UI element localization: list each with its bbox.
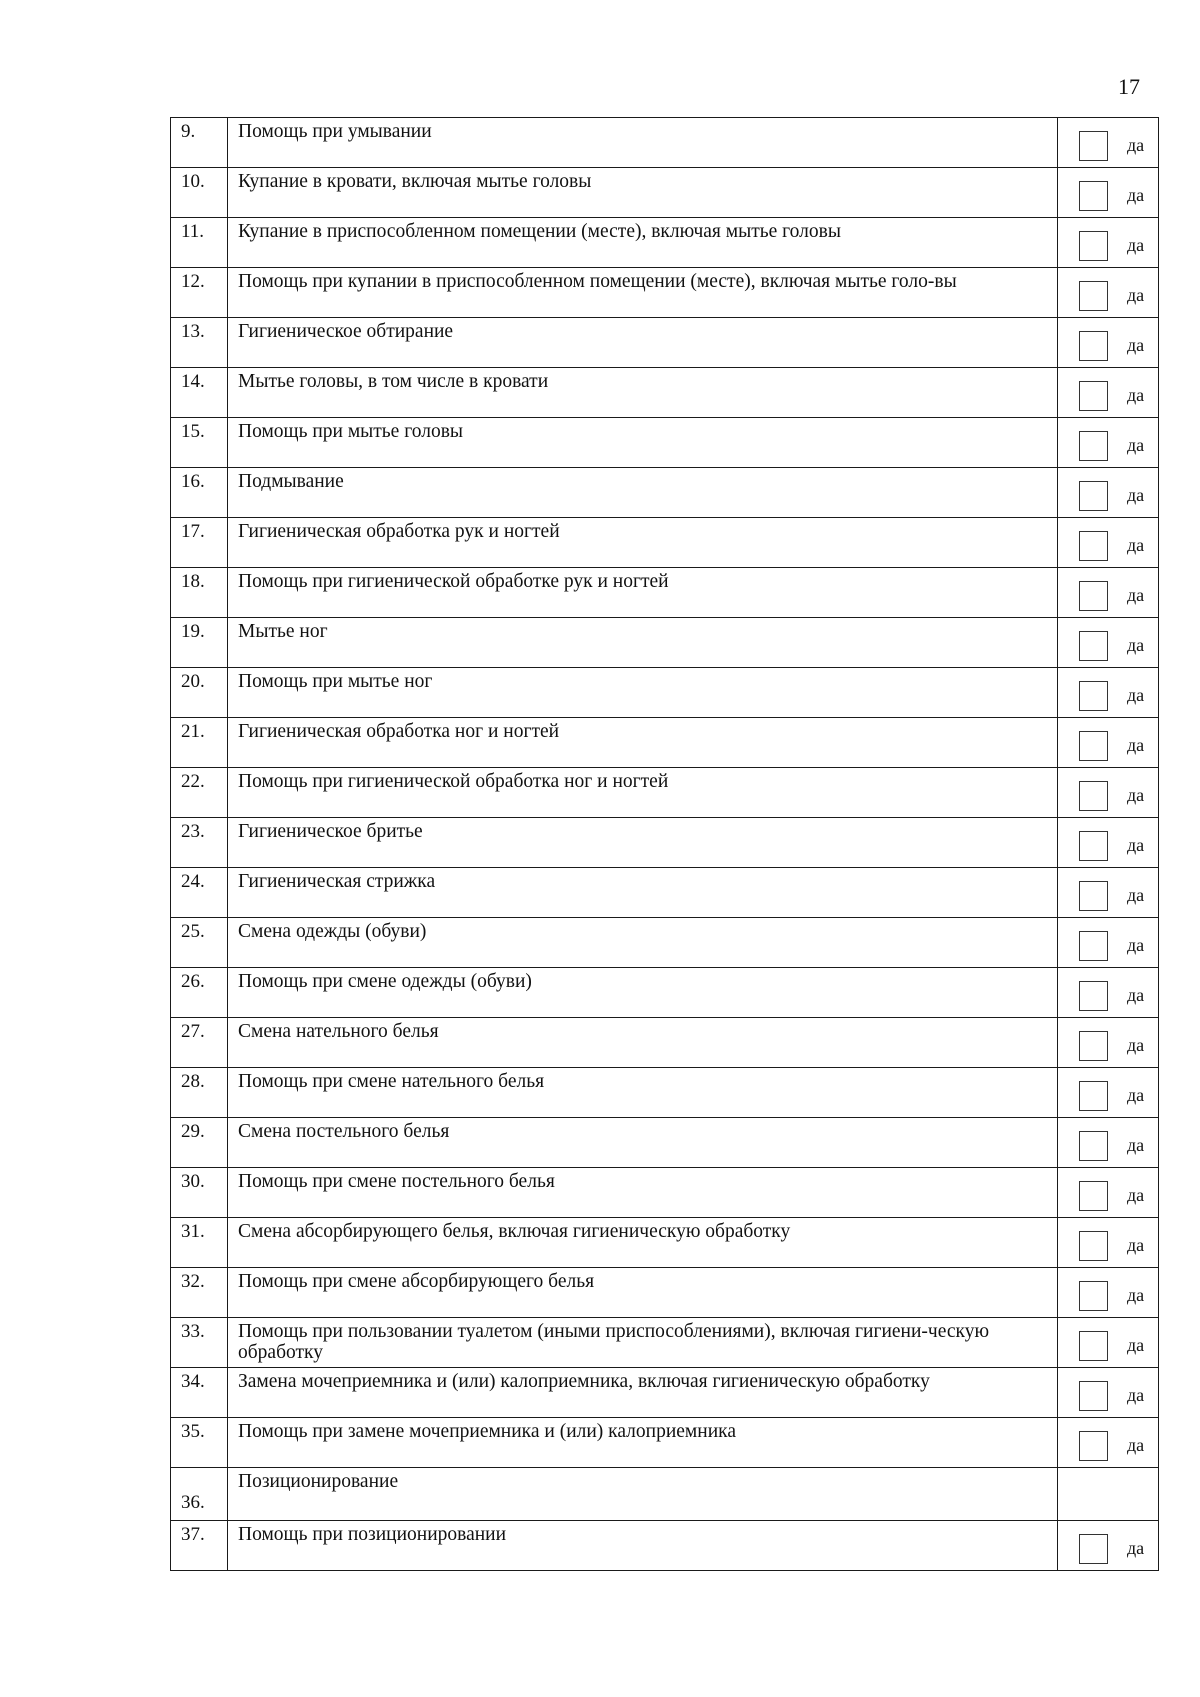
row-service-text: Позиционирование	[228, 1468, 1058, 1521]
row-service-text: Помощь при смене нательного белья	[228, 1068, 1058, 1118]
row-check-cell	[1058, 1468, 1159, 1521]
row-number: 21.	[171, 718, 228, 768]
row-service-text: Гигиеническое обтирание	[228, 318, 1058, 368]
row-check-cell	[1058, 768, 1159, 818]
yes-label: да	[1127, 185, 1145, 205]
row-number: 13.	[171, 318, 228, 368]
row-number: 36.	[171, 1468, 228, 1521]
yes-label: да	[1127, 285, 1145, 305]
row-number: 9.	[171, 118, 228, 168]
yes-checkbox[interactable]	[1079, 631, 1108, 661]
yes-checkbox[interactable]	[1079, 231, 1108, 261]
page-number: 17	[1118, 74, 1140, 99]
row-check-cell	[1058, 268, 1159, 318]
yes-checkbox[interactable]	[1079, 581, 1108, 611]
row-service-text: Помощь при смене одежды (обуви)	[228, 968, 1058, 1018]
table-row	[171, 1018, 1159, 1068]
yes-label: да	[1127, 535, 1145, 555]
row-check-cell	[1058, 1368, 1159, 1418]
row-check-cell	[1058, 518, 1159, 568]
table-row	[171, 168, 1159, 218]
yes-label: да	[1127, 1335, 1145, 1355]
yes-label: да	[1127, 385, 1145, 405]
row-check-cell	[1058, 1218, 1159, 1268]
yes-checkbox[interactable]	[1079, 281, 1108, 311]
yes-checkbox[interactable]	[1079, 1081, 1108, 1111]
row-number: 32.	[171, 1268, 228, 1318]
row-check-cell	[1058, 668, 1159, 718]
table-row	[171, 268, 1159, 318]
yes-checkbox[interactable]	[1079, 331, 1108, 361]
yes-checkbox[interactable]	[1079, 931, 1108, 961]
row-number: 33.	[171, 1318, 228, 1368]
row-check-cell	[1058, 918, 1159, 968]
row-number: 19.	[171, 618, 228, 668]
row-service-text: Смена нательного белья	[228, 1018, 1058, 1068]
yes-checkbox[interactable]	[1079, 981, 1108, 1011]
yes-label: да	[1127, 435, 1145, 455]
yes-checkbox[interactable]	[1079, 131, 1108, 161]
yes-checkbox[interactable]	[1079, 1281, 1108, 1311]
row-number: 10.	[171, 168, 228, 218]
table-row	[171, 1268, 1159, 1318]
table-row	[171, 1368, 1159, 1418]
row-service-text: Мытье головы, в том числе в кровати	[228, 368, 1058, 418]
row-number: 26.	[171, 968, 228, 1018]
row-service-text: Смена одежды (обуви)	[228, 918, 1058, 968]
row-service-text: Гигиеническая стрижка	[228, 868, 1058, 918]
table-row	[171, 1068, 1159, 1118]
row-check-cell	[1058, 1018, 1159, 1068]
row-check-cell	[1058, 1118, 1159, 1168]
table-row	[171, 768, 1159, 818]
table-row	[171, 818, 1159, 868]
row-check-cell	[1058, 868, 1159, 918]
yes-checkbox[interactable]	[1079, 881, 1108, 911]
yes-label: да	[1127, 1435, 1145, 1455]
table-row	[171, 1118, 1159, 1168]
row-check-cell	[1058, 568, 1159, 618]
row-number: 29.	[171, 1118, 228, 1168]
yes-checkbox[interactable]	[1079, 1131, 1108, 1161]
row-service-text: Гигиеническая обработка рук и ногтей	[228, 518, 1058, 568]
table-row	[171, 868, 1159, 918]
yes-label: да	[1127, 735, 1145, 755]
table-row	[171, 118, 1159, 168]
row-service-text: Помощь при пользовании туалетом (иными приспособлениями), включая гигиени-ческую обработку	[228, 1318, 1058, 1368]
yes-label: да	[1127, 1385, 1145, 1405]
yes-checkbox[interactable]	[1079, 831, 1108, 861]
row-check-cell	[1058, 218, 1159, 268]
row-service-text: Помощь при замене мочеприемника и (или) калоприемника	[228, 1418, 1058, 1468]
row-service-text: Смена абсорбирующего белья, включая гигиеническую обработку	[228, 1218, 1058, 1268]
row-number: 11.	[171, 218, 228, 268]
table-row	[171, 618, 1159, 668]
row-number: 28.	[171, 1068, 228, 1118]
row-service-text: Смена постельного белья	[228, 1118, 1058, 1168]
yes-checkbox[interactable]	[1079, 381, 1108, 411]
row-number: 37.	[171, 1521, 228, 1571]
table-row	[171, 1521, 1159, 1571]
row-number: 17.	[171, 518, 228, 568]
yes-label: да	[1127, 335, 1145, 355]
yes-label: да	[1127, 1135, 1145, 1155]
yes-label: да	[1127, 1538, 1145, 1558]
row-number: 15.	[171, 418, 228, 468]
row-number: 16.	[171, 468, 228, 518]
row-service-text: Гигиеническая обработка ног и ногтей	[228, 718, 1058, 768]
services-table	[170, 117, 1158, 1571]
row-number: 25.	[171, 918, 228, 968]
yes-label: да	[1127, 1235, 1145, 1255]
row-check-cell	[1058, 1318, 1159, 1368]
row-number: 14.	[171, 368, 228, 418]
services-table-body	[171, 118, 1159, 1571]
yes-checkbox[interactable]	[1079, 431, 1108, 461]
row-number: 24.	[171, 868, 228, 918]
table-row	[171, 418, 1159, 468]
yes-label: да	[1127, 235, 1145, 255]
table-row	[171, 1168, 1159, 1218]
yes-label: да	[1127, 935, 1145, 955]
row-service-text: Помощь при смене абсорбирующего белья	[228, 1268, 1058, 1318]
table-row	[171, 918, 1159, 968]
row-check-cell	[1058, 418, 1159, 468]
yes-checkbox[interactable]	[1079, 1181, 1108, 1211]
row-check-cell	[1058, 468, 1159, 518]
table-row	[171, 1468, 1159, 1521]
yes-label: да	[1127, 835, 1145, 855]
row-service-text: Помощь при гигиенической обработке рук и ногтей	[228, 568, 1058, 618]
row-service-text: Замена мочеприемника и (или) калоприемника, включая гигиеническую обработку	[228, 1368, 1058, 1418]
yes-checkbox[interactable]	[1079, 1534, 1108, 1564]
yes-label: да	[1127, 585, 1145, 605]
yes-label: да	[1127, 785, 1145, 805]
yes-label: да	[1127, 685, 1145, 705]
yes-label: да	[1127, 985, 1145, 1005]
row-number: 30.	[171, 1168, 228, 1218]
row-number: 23.	[171, 818, 228, 868]
row-number: 18.	[171, 568, 228, 618]
row-number: 22.	[171, 768, 228, 818]
row-service-text: Помощь при позиционировании	[228, 1521, 1058, 1571]
table-row	[171, 1418, 1159, 1468]
yes-checkbox[interactable]	[1079, 481, 1108, 511]
row-service-text: Купание в приспособленном помещении (месте), включая мытье головы	[228, 218, 1058, 268]
yes-checkbox[interactable]	[1079, 1431, 1108, 1461]
table-row	[171, 1218, 1159, 1268]
row-number: 34.	[171, 1368, 228, 1418]
table-row	[171, 468, 1159, 518]
row-check-cell	[1058, 168, 1159, 218]
row-check-cell	[1058, 1521, 1159, 1571]
yes-label: да	[1127, 485, 1145, 505]
yes-checkbox[interactable]	[1079, 181, 1108, 211]
yes-checkbox[interactable]	[1079, 781, 1108, 811]
table-row	[171, 1318, 1159, 1368]
table-row	[171, 718, 1159, 768]
table-row	[171, 318, 1159, 368]
row-number: 27.	[171, 1018, 228, 1068]
row-service-text: Мытье ног	[228, 618, 1058, 668]
row-number: 20.	[171, 668, 228, 718]
row-service-text: Помощь при мытье головы	[228, 418, 1058, 468]
yes-checkbox[interactable]	[1079, 1331, 1108, 1361]
yes-checkbox[interactable]	[1079, 531, 1108, 561]
row-check-cell	[1058, 618, 1159, 668]
row-check-cell	[1058, 968, 1159, 1018]
row-check-cell	[1058, 118, 1159, 168]
row-check-cell	[1058, 818, 1159, 868]
row-service-text: Помощь при купании в приспособленном помещении (месте), включая мытье голо-вы	[228, 268, 1058, 318]
table-row	[171, 968, 1159, 1018]
row-service-text: Помощь при гигиенической обработка ног и ногтей	[228, 768, 1058, 818]
yes-checkbox[interactable]	[1079, 1231, 1108, 1261]
row-check-cell	[1058, 1418, 1159, 1468]
row-check-cell	[1058, 1168, 1159, 1218]
yes-label: да	[1127, 1085, 1145, 1105]
row-check-cell	[1058, 368, 1159, 418]
row-service-text: Купание в кровати, включая мытье головы	[228, 168, 1058, 218]
yes-label: да	[1127, 1185, 1145, 1205]
yes-checkbox[interactable]	[1079, 1031, 1108, 1061]
row-service-text: Помощь при мытье ног	[228, 668, 1058, 718]
row-service-text: Гигиеническое бритье	[228, 818, 1058, 868]
row-check-cell	[1058, 1068, 1159, 1118]
row-number: 35.	[171, 1418, 228, 1468]
yes-label: да	[1127, 135, 1145, 155]
table-row	[171, 518, 1159, 568]
row-check-cell	[1058, 318, 1159, 368]
table-row	[171, 368, 1159, 418]
yes-label: да	[1127, 1035, 1145, 1055]
yes-checkbox[interactable]	[1079, 731, 1108, 761]
yes-checkbox[interactable]	[1079, 681, 1108, 711]
row-service-text: Подмывание	[228, 468, 1058, 518]
yes-label: да	[1127, 1285, 1145, 1305]
row-check-cell	[1058, 718, 1159, 768]
row-service-text: Помощь при смене постельного белья	[228, 1168, 1058, 1218]
table-row	[171, 668, 1159, 718]
row-service-text: Помощь при умывании	[228, 118, 1058, 168]
yes-checkbox[interactable]	[1079, 1381, 1108, 1411]
table-row	[171, 218, 1159, 268]
row-number: 12.	[171, 268, 228, 318]
yes-label: да	[1127, 635, 1145, 655]
row-check-cell	[1058, 1268, 1159, 1318]
table-row	[171, 568, 1159, 618]
yes-label: да	[1127, 885, 1145, 905]
row-number: 31.	[171, 1218, 228, 1268]
